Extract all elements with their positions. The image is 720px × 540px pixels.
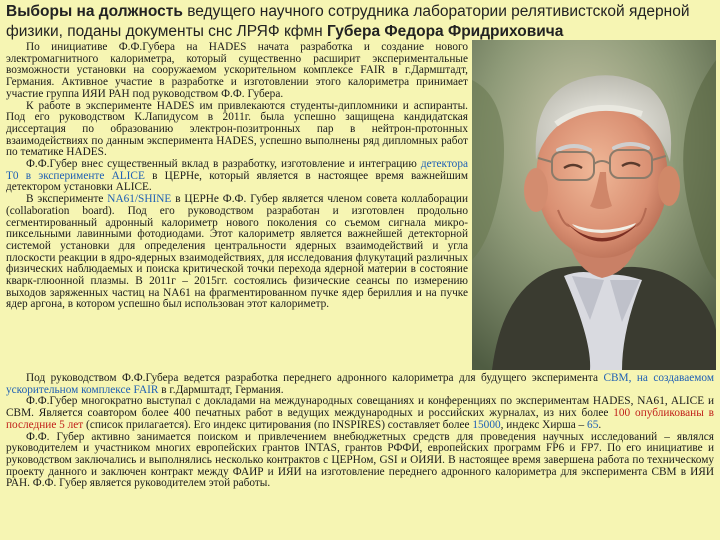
cbm-highlight: CBM, на создаваемом ускорительном комплексе FAIR bbox=[6, 372, 714, 396]
paragraph-na61 bbox=[6, 194, 468, 311]
publications-text-c: , индекс Хирша – bbox=[500, 418, 588, 431]
paragraph-hades-students: К работе в эксперименте HADES им привлекаются студенты-дипломники и аспиранты. Под его руководством К.Лапидусом в 2011г. была успешно защищена кандидатская диссертация по образованию электрон-позитронных пар в нейтрон-протонных взаимодействиях по данным эксперимента HADES, успешно выполнены ряд дипломных работ по тематике HADES. bbox=[6, 99, 468, 159]
paragraph-publications bbox=[6, 396, 714, 431]
portrait-photo bbox=[472, 40, 716, 370]
publications-text-d: . bbox=[598, 418, 602, 431]
paragraph-cbm bbox=[6, 373, 714, 396]
title-name: Губера Федора Фридриховича bbox=[327, 23, 564, 40]
hirsch-index-highlight: 65 bbox=[587, 418, 599, 431]
page-title bbox=[6, 2, 716, 42]
publications-recent-highlight: 100 опубликованы в последние 5 лет bbox=[6, 407, 714, 431]
paragraph-grants: Ф.Ф. Губер активно занимается поиском и привлечением внебюджетных средств для проведения научных исследований – являлся руководителем и участником многих европейских грантов INTAS, грантов РФФИ, европейских программ FP6 и FP7. По его инициативе и руководством заключались и выполнялись несколько контрактов с ЦЕРНом, GSI и ОИЯИ. В настоящее время завершена работа по техническому проекту данного и заключен контракт между ФАИР и ИЯИ на изготовление переднего адронного калориметра для эксперимента CBM в ИЯИ РАН. Ф.Ф. Губер является руководителем этой работы. bbox=[6, 430, 714, 490]
publications-text-a: Ф.Ф.Губер многократно выступал с докладами на международных совещаниях и конференциях по экспериментам HADES, NA61, ALICE и CBM. Является соавтором более 400 печатных работ в ведущих международных и российских журналах, из них более bbox=[6, 395, 714, 420]
body-text-bottom bbox=[6, 373, 714, 490]
portrait-illustration bbox=[472, 40, 716, 370]
na61-highlight: NA61/SHINE bbox=[107, 193, 172, 206]
title-middle: ведущего научного сотрудника лаборатории релятивистской ядерной физики, поданы документы снс ЛРЯФ кфмн bbox=[6, 3, 690, 40]
alice-text-b: в ЦЕРНе, который является в настоящее время важнейшим детектором установки ALICE. bbox=[6, 169, 468, 194]
paragraph-hades-calorimeter: По инициативе Ф.Ф.Губера на HADES начата разработка и создание нового электромагнитного калориметра, который существенно расширит экспериментальные возможности установки на сооружаемом ускорительном комплексе FAIR в г.Дармштадт, Германия. Активное участие в разработке и изготовлении этого калориметра принимает участие группа ИЯИ РАН под руководством Ф.Ф. Губера. bbox=[6, 41, 468, 100]
publications-text-b: (список прилагается). Его индекс цитирования (по INSPIRES) составляет более bbox=[83, 418, 473, 431]
cbm-text-b: в г.Дармштадт, Германия. bbox=[158, 383, 284, 396]
citation-index-highlight: 15000 bbox=[472, 418, 501, 431]
alice-text-a: Ф.Ф.Губер внес существенный вклад в разработку, изготовление и интеграцию bbox=[26, 158, 421, 171]
na61-text-b: в ЦЕРНе Ф.Ф. Губер является членом совета коллаборации (collaboration board). Под его руководством разработан и изготовлен продольно сегментированный адронный калориметр нового поколения со съемом сигнала микро-пиксельными лавинными фотодиодами. Этот калориметр является важнейшей детекторной системой установки для определения центральности ядерных взаимодействий и угла плоскости реакции в ядро-ядерных взаимодействиях, для исследования флукутаций различных физических наблюдаемых и поиска критической точки перехода ядерной материи в состояние кварк-глюонной плазмы. В 2011г – 2015гг. состоялись физические сеансы по измерению выходов заряженных частиц на NA61 на фрагментированном пучке ядер бериллия и на пучке ядер аргона, в котором успешно был использован этот калориметр. bbox=[6, 193, 468, 311]
na61-text-a: В эксперименте bbox=[26, 193, 108, 206]
title-prefix: Выборы на должность bbox=[6, 3, 183, 20]
cbm-text-a: Под руководством Ф.Ф.Губера ведется разработка переднего адронного калориметра для будущего эксперимента bbox=[26, 372, 604, 384]
body-text-top bbox=[6, 42, 468, 311]
paragraph-alice bbox=[6, 159, 468, 194]
alice-detector-highlight: детектора Т0 в эксперименте ALICE bbox=[6, 158, 468, 182]
